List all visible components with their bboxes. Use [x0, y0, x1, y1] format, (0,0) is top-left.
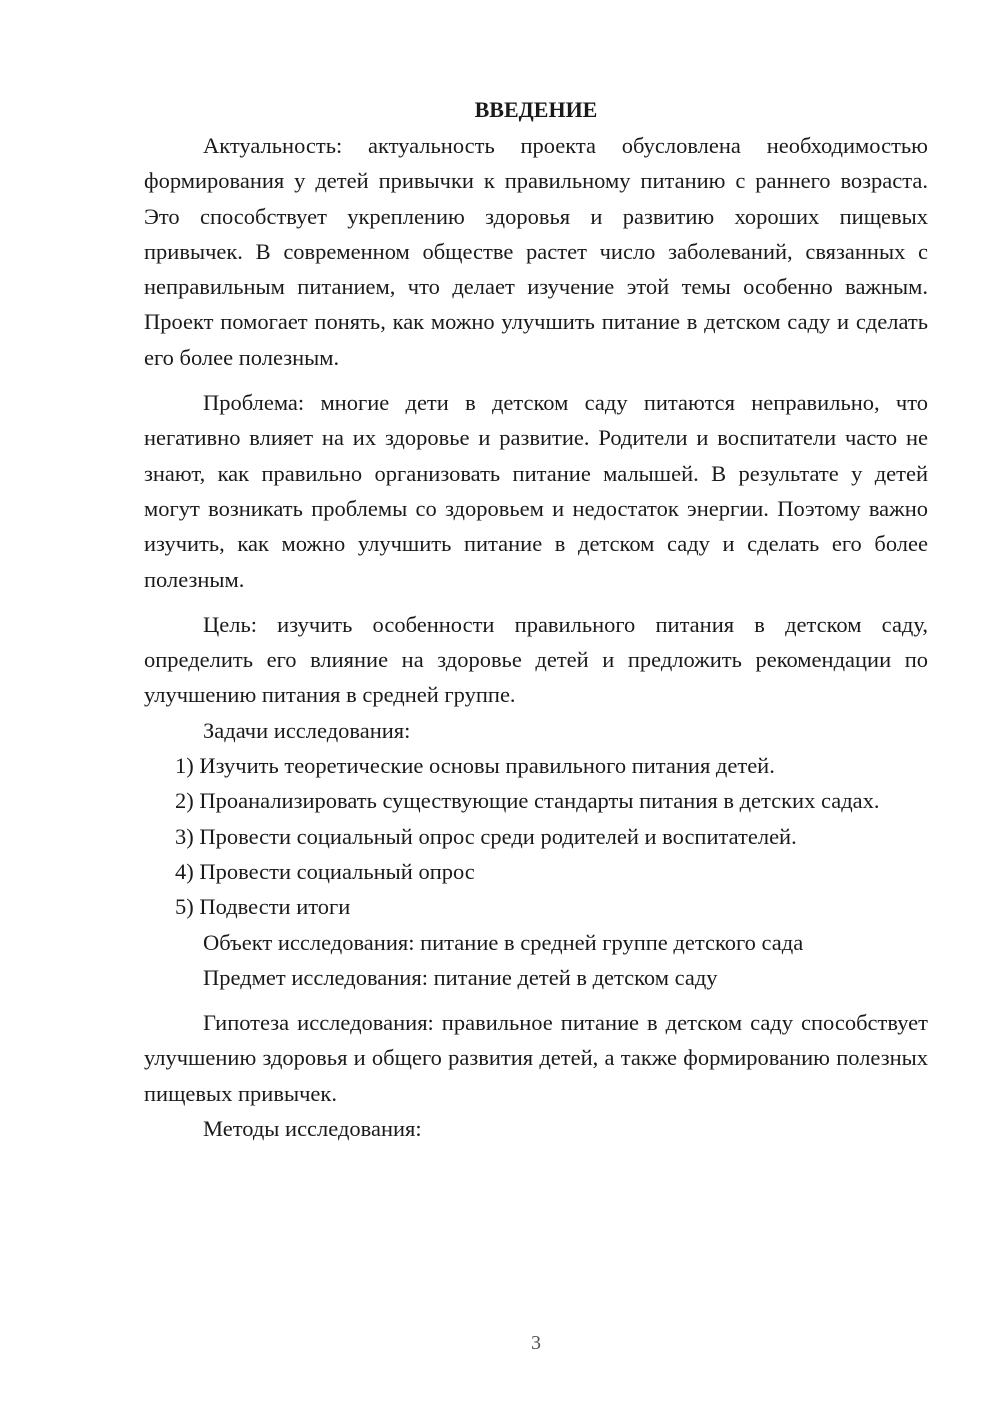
task-item-5: 5) Подвести итоги	[175, 894, 351, 920]
paragraph-object: Объект исследования: питание в средней группе детского сада	[203, 929, 804, 955]
page-number: 3	[531, 1332, 541, 1354]
task-item-4: 4) Провести социальный опрос	[175, 858, 475, 884]
paragraph-goal: Цель: изучить особенности правильного питания в детском саду, определить его влияние на здоровье детей и предложить рекомендации по улучшению питания в средней группе.	[144, 611, 928, 708]
methods-title: Методы исследования:	[203, 1116, 422, 1142]
paragraph-problem: Проблема: многие дети в детском саду питаются неправильно, что негативно влияет на их здоровье и развитие. Родители и воспитатели часто не знают, как правильно организовать питание малышей. В результате у детей могут возникать проблемы со здоровьем и недостаток энергии. Поэтому важно изучить, как можно улучшить питание в детском саду и сделать его более полезным.	[144, 390, 928, 592]
paragraph-hypothesis: Гипотеза исследования: правильное питание в детском саду способствует улучшению здоровья и общего развития детей, а также формированию полезных пищевых привычек.	[144, 1010, 928, 1106]
tasks-title: Задачи исследования:	[203, 717, 411, 743]
task-item-1: 1) Изучить теоретические основы правильного питания детей.	[175, 753, 775, 779]
section-heading: ВВЕДЕНИЕ	[474, 97, 598, 122]
paragraph-subject: Предмет исследования: питание детей в детском саду	[203, 964, 718, 990]
task-item-3: 3) Провести социальный опрос среди родителей и воспитателей.	[175, 823, 797, 849]
task-item-2: 2) Проанализировать существующие стандарты питания в детских садах.	[175, 788, 880, 814]
page-content	[144, 94, 928, 1146]
paragraph-relevance: Актуальность: актуальность проекта обусловлена необходимостью формирования у детей привычки к правильному питанию с раннего возраста. Это способствует укреплению здоровья и развитию хороших пищевых привычек. В современном обществе растет число заболеваний, связанных с неправильным питанием, что делает изучение этой темы особенно важным. Проект помогает понять, как можно улучшить питание в детском саду и сделать его более полезным.	[144, 133, 928, 370]
